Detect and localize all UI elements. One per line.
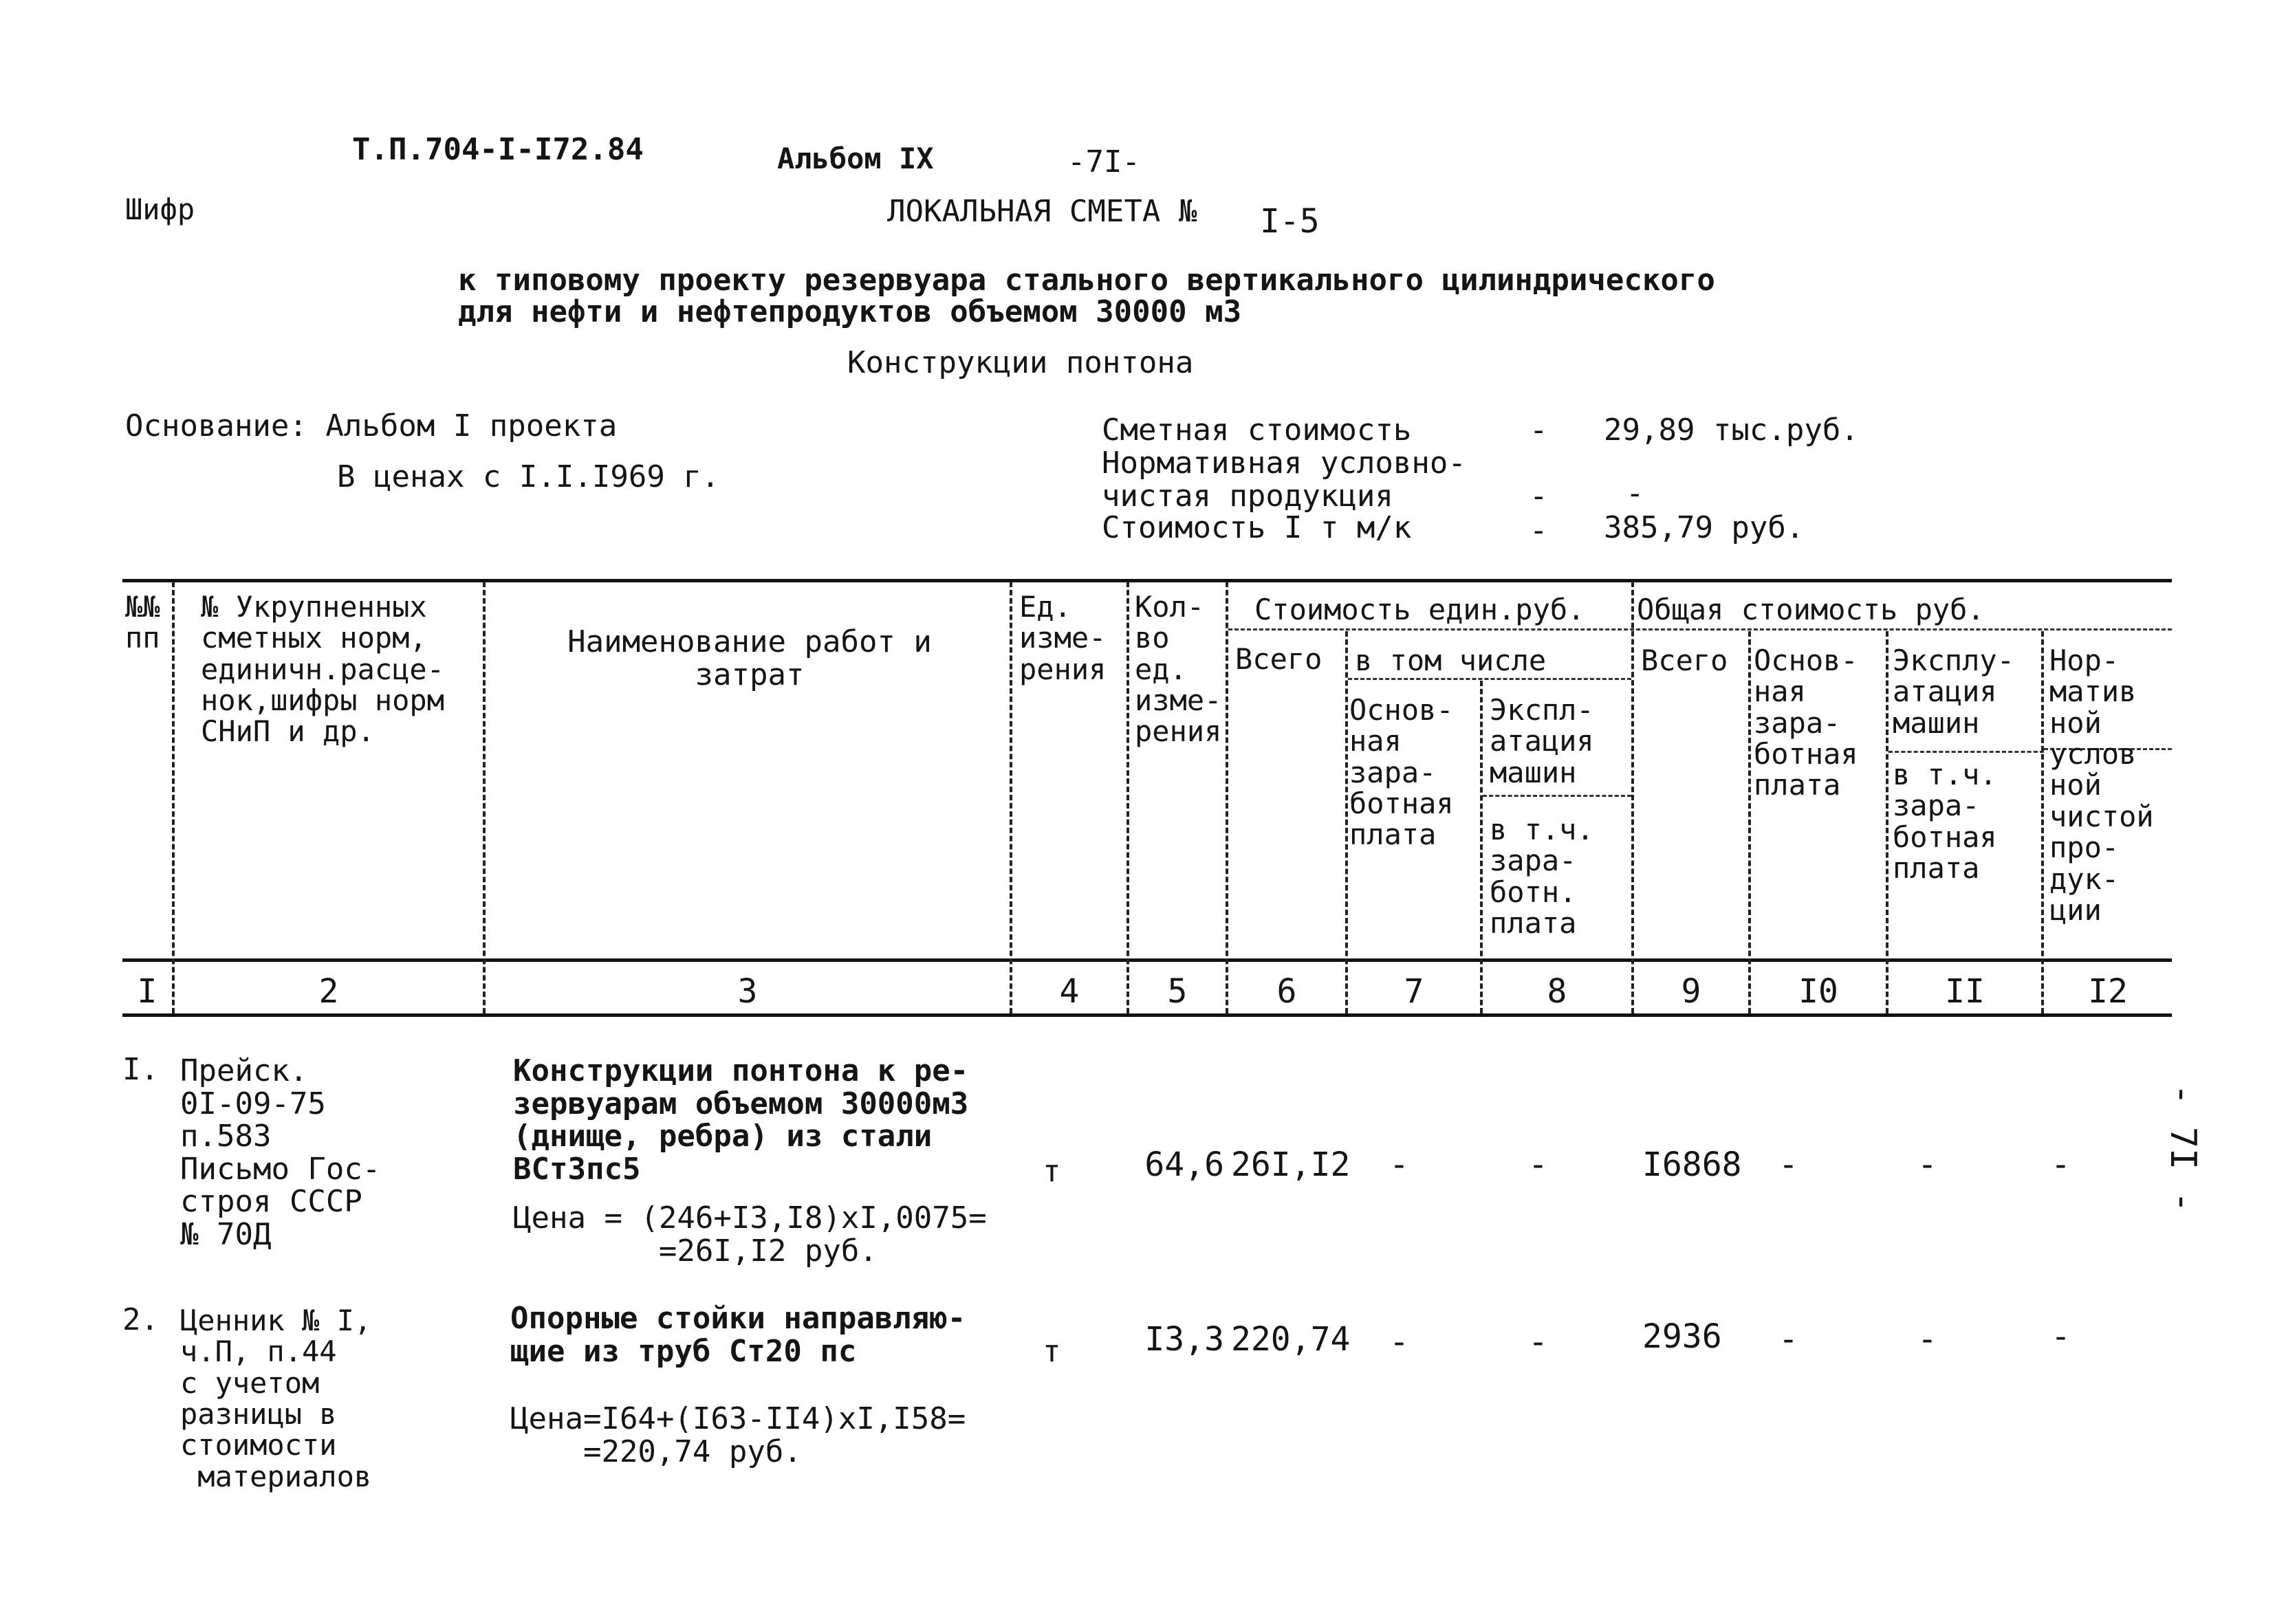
- header-col-4: Ед. изме- рения: [1019, 590, 1107, 686]
- row-price-formula: Цена = (246+I3,I8)xI,0075= =26I,I2 руб.: [513, 1200, 987, 1269]
- row-normative: -: [2051, 1317, 2071, 1356]
- row-normative: -: [2051, 1145, 2071, 1184]
- row-norm-reference: Ценник № I, ч.П, п.44 с учетом разницы в стоимости материалов: [180, 1304, 372, 1493]
- row-unit-total: 220,74: [1231, 1320, 1351, 1359]
- incl-divider: [1348, 678, 1631, 680]
- row-unit-wage: -: [1389, 1323, 1409, 1361]
- col-divider-5: [1226, 582, 1228, 1013]
- header-col-5: Кол- во ед. изме- рения: [1135, 590, 1222, 749]
- group-divider: [1228, 628, 2172, 630]
- basis-line-1: Основание: Альбом I проекта: [125, 408, 618, 443]
- header-col-10: Основ- ная зара- ботная плата: [1754, 644, 1858, 802]
- col-divider-4: [1126, 582, 1129, 1013]
- col-divider-2: [483, 582, 486, 1013]
- column-number-2: 2: [318, 972, 339, 1011]
- row-unit-machine: -: [1528, 1145, 1548, 1184]
- column-number-4: 4: [1059, 972, 1080, 1011]
- column-number-12: I2: [2088, 972, 2128, 1011]
- row-price-formula: Цена=I64+(I63-II4)xI,I58= =220,74 руб.: [510, 1401, 966, 1469]
- row-work-name: Опорные стойки направляю- щие из труб Ст20 пс: [510, 1301, 966, 1369]
- column-number-5: 5: [1167, 972, 1188, 1011]
- header-col-2: № Укрупненных сметных норм, единичн.расце- нок,шифры норм СНиП и др.: [201, 590, 445, 749]
- normative-label-1: Нормативная условно-: [1102, 446, 1466, 481]
- column-number-9: 9: [1681, 972, 1701, 1011]
- column-number-1: I: [137, 972, 157, 1011]
- header-including: в том числе: [1355, 644, 1547, 677]
- header-total-cost-group: Общая стоимость руб.: [1637, 593, 1985, 626]
- unit-cost-label: Стоимость I т м/к: [1102, 510, 1412, 545]
- column-number-3: 3: [737, 972, 758, 1011]
- cipher-label: Шифр: [125, 193, 195, 226]
- table-header-bottom-rule: [122, 958, 2172, 962]
- header-col-12: Нор- матив ной услов ной чистой про- дук- ции: [2049, 644, 2154, 927]
- row-unit-wage: -: [1389, 1145, 1409, 1184]
- estimate-title: ЛОКАЛЬНАЯ СМЕТА №: [887, 194, 1197, 229]
- table-top-rule: [122, 579, 2172, 582]
- unit-cost-dash: -: [1530, 513, 1548, 548]
- row-quantity: I3,3: [1144, 1320, 1224, 1359]
- row-unit-total: 26I,I2: [1231, 1145, 1351, 1184]
- column-number-10: I0: [1798, 972, 1838, 1011]
- document-code: Т.П.704-I-I72.84: [352, 132, 644, 167]
- col-divider-9: [1748, 631, 1751, 1013]
- row-sum-wage: -: [1778, 1145, 1798, 1184]
- section-title: Конструкции понтона: [847, 345, 1194, 380]
- row-sum-machine: -: [1917, 1320, 1937, 1359]
- row-sum-total: I6868: [1642, 1145, 1742, 1184]
- row-unit-machine: -: [1528, 1323, 1548, 1361]
- header-col-3: Наименование работ и затрат: [567, 624, 932, 692]
- col-divider-8: [1631, 582, 1634, 1013]
- header-col-1: №№ пп: [125, 590, 160, 655]
- row-number: I.: [122, 1052, 159, 1087]
- header-col-8: Экспл- атация машин: [1490, 693, 1594, 789]
- normative-dash: -: [1530, 479, 1548, 514]
- header-col-11-sub: в т.ч. зара- ботная плата: [1893, 758, 1997, 886]
- row-unit: т: [1043, 1334, 1061, 1369]
- machine-total-sub-divider: [1888, 751, 2044, 753]
- column-number-11: II: [1945, 972, 1985, 1011]
- row-quantity: 64,6: [1144, 1145, 1224, 1184]
- unit-cost-value: 385,79 руб.: [1604, 510, 1805, 545]
- header-col-11: Эксплу- атация машин: [1893, 644, 2015, 740]
- row-sum-total: 2936: [1642, 1317, 1722, 1356]
- col-divider-11: [2041, 631, 2044, 1013]
- row-norm-reference: Прейск. 0I-09-75 п.583 Письмо Гос- строя СССР № 70Д: [180, 1053, 381, 1252]
- album-label: Альбом IX: [777, 142, 934, 175]
- row-unit: т: [1043, 1154, 1061, 1189]
- col-divider-6: [1345, 631, 1348, 1013]
- machine-sub-divider: [1483, 795, 1631, 797]
- estimate-number: I-5: [1260, 202, 1320, 241]
- row-sum-wage: -: [1778, 1320, 1798, 1359]
- basis-line-2: В ценах с I.I.I969 г.: [337, 459, 720, 494]
- side-page-number: - 7I -: [2162, 1084, 2203, 1213]
- header-col-8-sub: в т.ч. зара- ботн. плата: [1490, 813, 1594, 941]
- row-number: 2.: [122, 1302, 159, 1337]
- row-sum-machine: -: [1917, 1145, 1937, 1184]
- header-unit-cost-group: Стоимость един.руб.: [1254, 593, 1585, 626]
- col-divider-7: [1480, 681, 1483, 1013]
- column-numbers-bottom-rule: [122, 1013, 2172, 1017]
- col-divider-10: [1886, 631, 1888, 1013]
- header-col-6: Всего: [1235, 642, 1322, 676]
- subtitle-line-2: для нефти и нефтепродуктов объемом 30000 м3: [458, 294, 1242, 329]
- column-number-7: 7: [1404, 972, 1424, 1011]
- page-number: -7I-: [1067, 144, 1140, 179]
- subtitle-line-1: к типовому проекту резервуара стального вертикального цилиндрического: [458, 263, 1715, 298]
- header-col-9: Всего: [1641, 644, 1728, 677]
- estimate-cost-value: 29,89 тыс.руб.: [1604, 413, 1859, 448]
- estimate-cost-dash: -: [1530, 413, 1548, 448]
- normative-value: -: [1626, 476, 1644, 511]
- column-number-6: 6: [1276, 972, 1297, 1011]
- column-number-8: 8: [1547, 972, 1567, 1011]
- col-divider-3: [1010, 582, 1012, 1013]
- normative-label-2: чистая продукция: [1102, 479, 1393, 514]
- estimate-cost-label: Сметная стоимость: [1102, 413, 1412, 448]
- header-col-7: Основ- ная зара- ботная плата: [1349, 693, 1454, 852]
- col-divider-1: [172, 582, 175, 1013]
- row-work-name: Конструкции понтона к ре- зервуарам объемом 30000м3 (днище, ребра) из стали ВСт3пс5: [513, 1053, 969, 1187]
